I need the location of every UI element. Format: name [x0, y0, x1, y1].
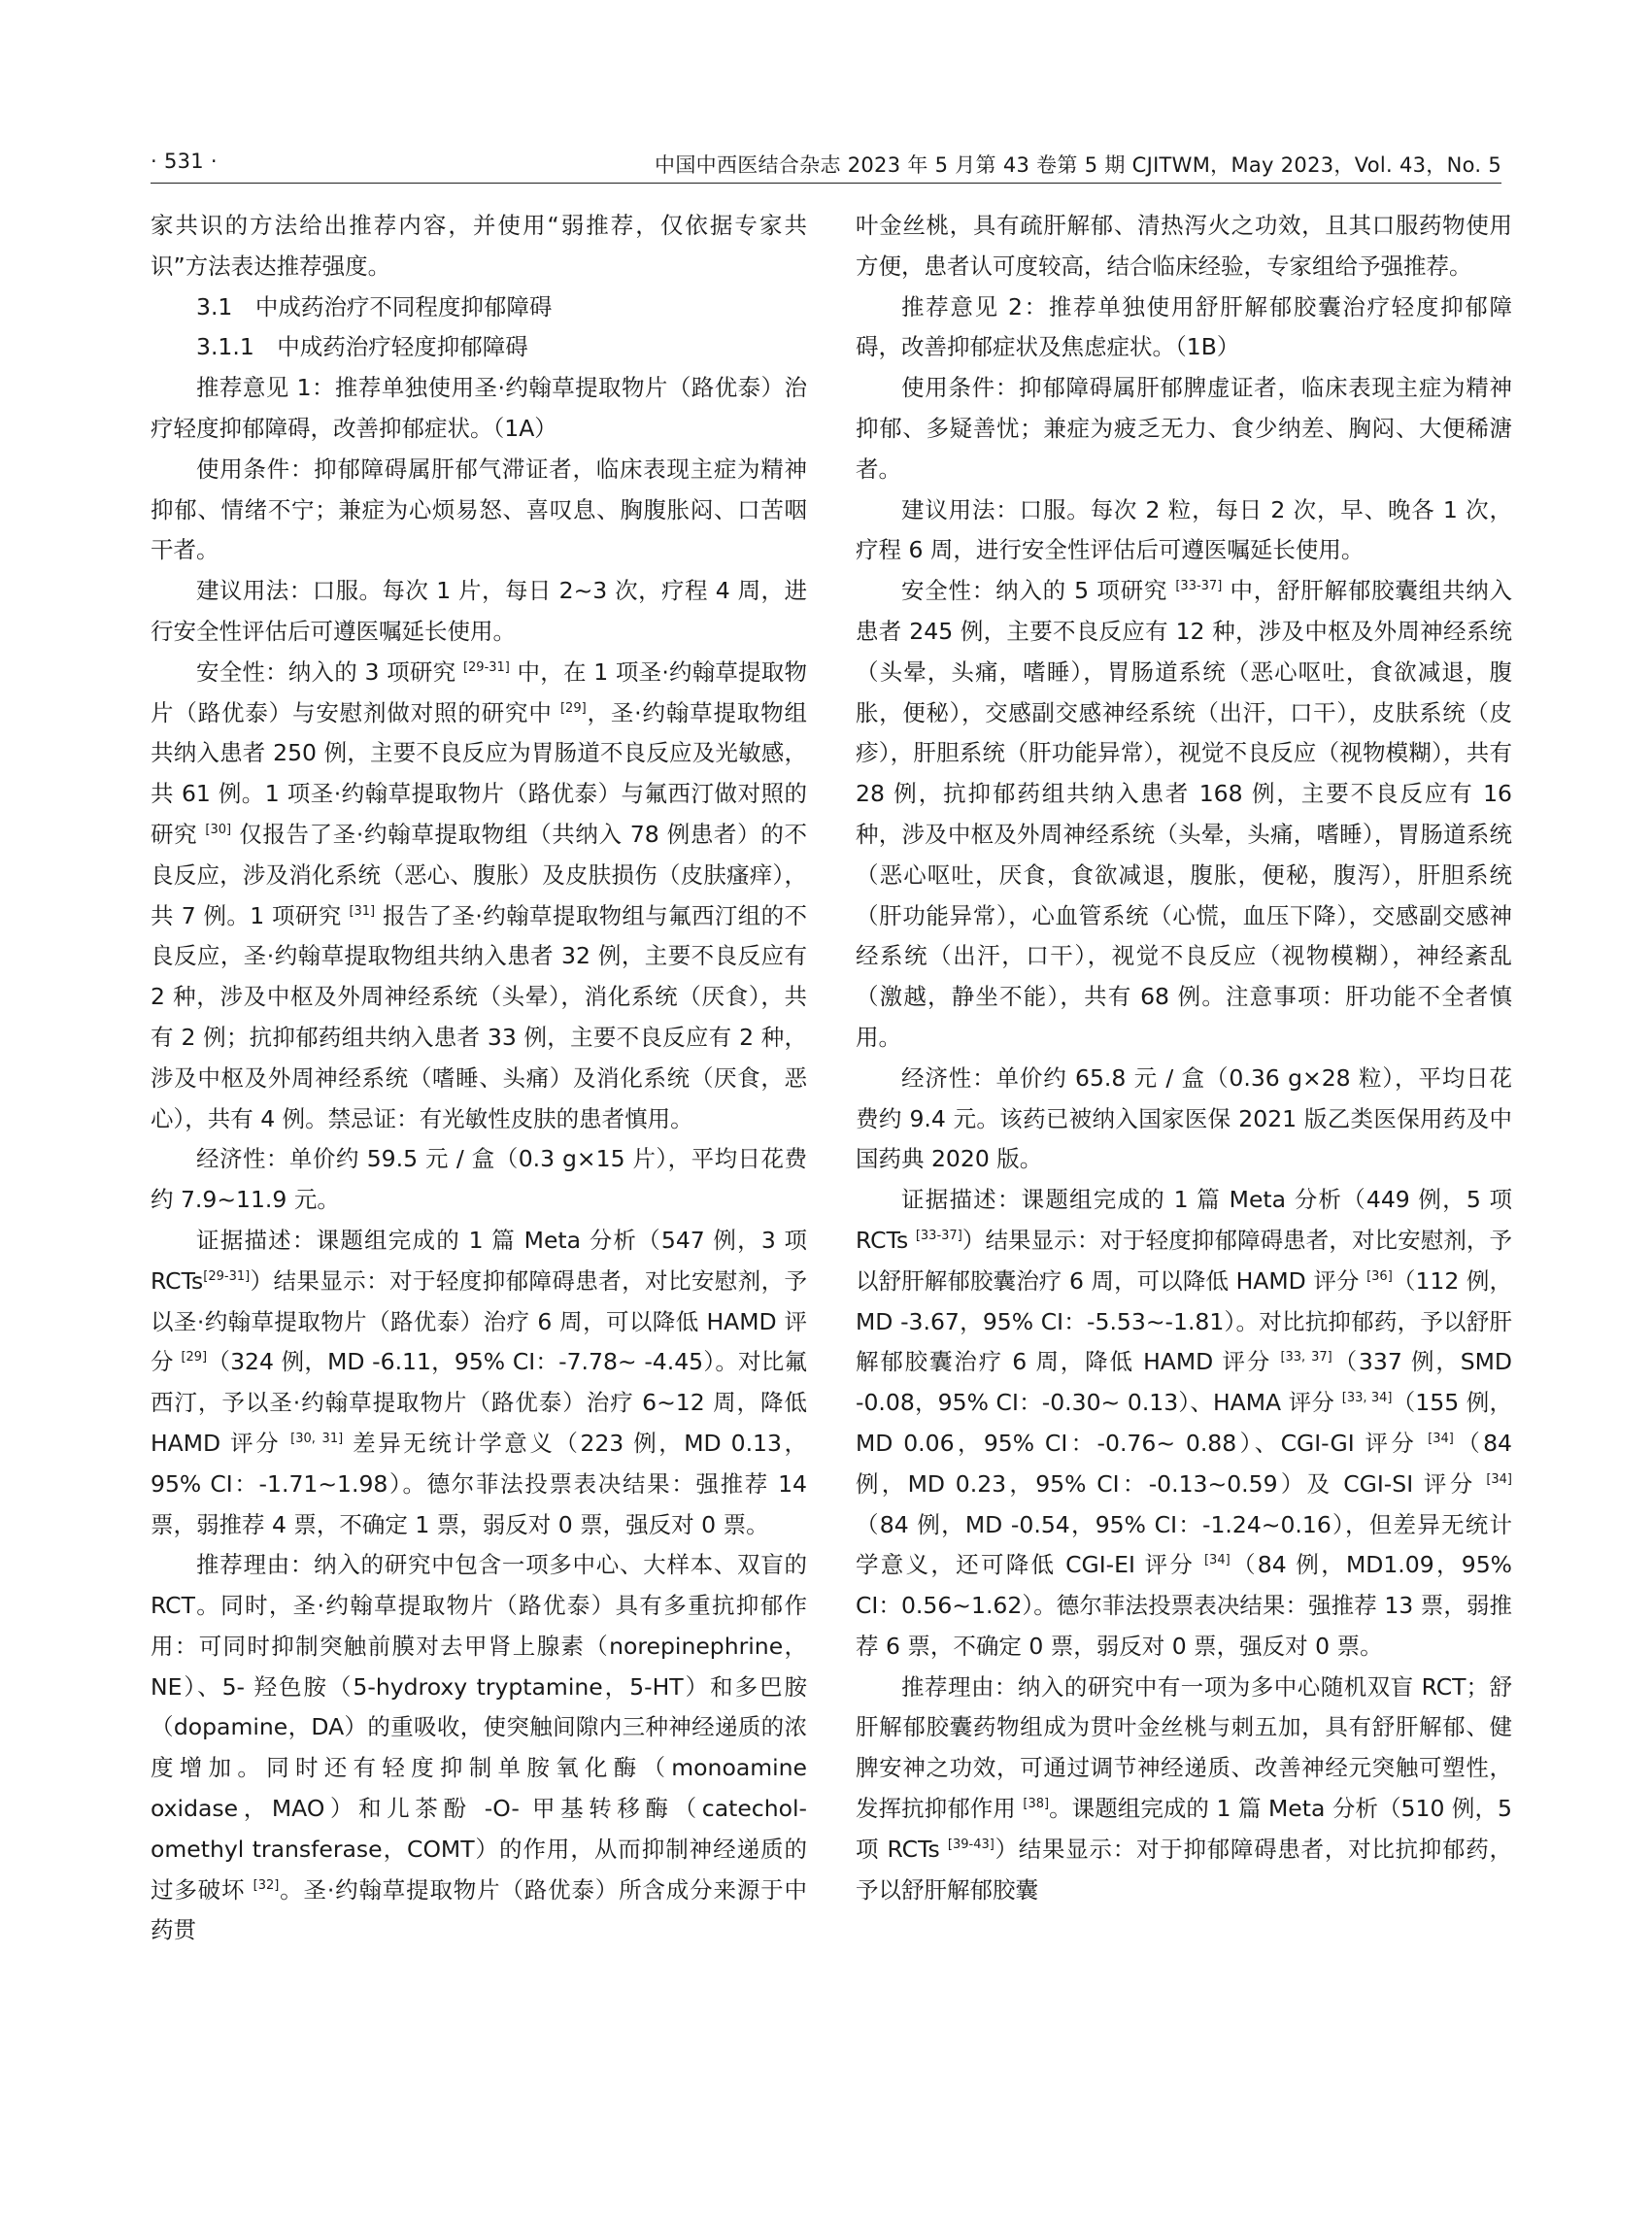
- paragraph: 经济性：单价约 65.8 元 / 盒（0.36 g×28 粒），平均日花费约 9.4 元。该药已被纳入国家医保 2021 版乙类医保用药及中国药典 2020 版。: [856, 1063, 1512, 1173]
- citation-marker: [34]: [1428, 1431, 1454, 1446]
- citation-marker: [33, 34]: [1341, 1391, 1393, 1406]
- paragraph: 使用条件：抑郁障碍属肝郁脾虚证者，临床表现主症为精神抑郁、多疑善忧；兼症为疲乏无力、食少纳差、胸闷、大便稀溏者。: [856, 374, 1512, 483]
- citation-marker: [32]: [253, 1877, 280, 1893]
- paragraph: 安全性：纳入的 5 项研究 [33-37] 中，舒肝解郁胶囊组共纳入患者 245 例，主要不良反应有 12 种，涉及中枢及外周神经系统（头晕，头痛，嗜睡），胃肠道系统（恶心呕吐，食欲减退，腹胀，便秘），交感副交感神经系统（出汗，口干），皮肤系统（皮疹），肝胆系统（肝功能异常），视觉不良反应（视物模糊），共有 28 例，抗抑郁药组共纳入患者 168 例，主要不良反应有 16 种，涉及中枢及外周神经系统（头晕，头痛，嗜睡），胃肠道系统（恶心呕吐，厌食，食欲减退，腹胀，便秘，腹泻），肝胆系统（肝功能异常），心血管系统（心慌，血压下降），交感副交感神经系统（出汗，口干），视觉不良反应（视物模糊），神经紊乱（激越，静坐不能），共有 68 例。注意事项：肝功能不全者慎用。: [856, 577, 1512, 1051]
- citation-marker: [33, 37]: [1280, 1350, 1332, 1365]
- citation-marker: [29]: [181, 1350, 208, 1365]
- paragraph: 证据描述：课题组完成的 1 篇 Meta 分析（449 例，5 项 RCTs [33-37]）结果显示：对于轻度抑郁障碍患者，对比安慰剂，予以舒肝解郁胶囊治疗 6 周，可以降低 HAMD 评分 [36]（112 例，MD -3.67，95% CI：-5.53~-1.81）。对比抗抑郁药，予以舒肝解郁胶囊治疗 6 周，降低 HAMD 评分 [33, 37]（337 例，SMD -0.08，95% CI：-0.30~ 0.13）、HAMA 评分 [33, 34]（155 例，MD 0.06，95% CI：-0.76~ 0.88）、CGI-GI 评分 [34]（84 例，MD 0.23，95% CI：-0.13~0.59）及 CGI-SI 评分 [34]（84 例，MD -0.54，95% CI：-1.24~0.16），但差异无统计学意义，还可降低 CGI-EI 评分 [34]（84 例，MD1.09，95% CI：0.56~1.62）。德尔菲法投票表决结果：强推荐 13 票，弱推荐 6 票，不确定 0 票，弱反对 0 票，强反对 0 票。: [856, 1186, 1513, 1660]
- citation-marker: [38]: [1023, 1797, 1050, 1812]
- paragraph: 推荐意见 1：推荐单独使用圣·约翰草提取物片（路优泰）治疗轻度抑郁障碍，改善抑郁症状。（1A）: [151, 374, 807, 442]
- paragraph: 使用条件：抑郁障碍属肝郁气滞证者，临床表现主症为精神抑郁、情绪不宁；兼症为心烦易怒、喜叹息、胸腹胀闷、口苦咽干者。: [151, 455, 807, 564]
- page-number: · 531 ·: [151, 150, 218, 173]
- paragraph: 证据描述：课题组完成的 1 篇 Meta 分析（547 例，3 项 RCTs[29-31]）结果显示：对于轻度抑郁障碍患者，对比安慰剂，予以圣·约翰草提取物片（路优泰）治疗 6 周，可以降低 HAMD 评分 [29]（324 例，MD -6.11，95% CI：-7.78~ -4.45）。对比氟西汀，予以圣·约翰草提取物片（路优泰）治疗 6~12 周，降低 HAMD 评分 [30, 31] 差异无统计学意义（223 例，MD 0.13，95% CI：-1.71~1.98）。德尔菲法投票表决结果：强推荐 14 票，弱推荐 4 票，不确定 1 票，弱反对 0 票，强反对 0 票。: [151, 1226, 807, 1538]
- left-column: [151, 206, 807, 1951]
- subsection-heading: 3.1.1 中成药治疗轻度抑郁障碍: [196, 333, 528, 361]
- right-column: [856, 206, 1512, 1910]
- citation-marker: [36]: [1366, 1268, 1393, 1284]
- citation-marker: [29-31]: [203, 1268, 251, 1284]
- paragraph: 推荐理由：纳入的研究中包含一项多中心、大样本、双盲的 RCT。同时，圣·约翰草提取物片（路优泰）具有多重抗抑郁作用：可同时抑制突触前膜对去甲肾上腺素（norepinephrine，NE）、5- 羟色胺（5-hydroxy tryptamine，5-HT）和多巴胺（dopamine，DA）的重吸收，使突触间隙内三种神经递质的浓度增加。同时还有轻度抑制单胺氧化酶（monoamine oxidase，MAO）和儿茶酚 -O- 甲基转移酶（catechol-omethyl transferase，COMT）的作用，从而抑制神经递质的过多破坏 [32]。圣·约翰草提取物片（路优泰）所含成分来源于中药贯: [151, 1551, 807, 1944]
- paragraph: 经济性：单价约 59.5 元 / 盒（0.3 g×15 片），平均日花费约 7.9~11.9 元。: [151, 1145, 807, 1214]
- paragraph: 建议用法：口服。每次 2 粒，每日 2 次，早、晚各 1 次，疗程 6 周，进行安全性评估后可遵医嘱延长使用。: [856, 495, 1512, 564]
- paragraph: 叶金丝桃，具有疏肝解郁、清热泻火之功效，且其口服药物使用方便，患者认可度较高，结合临床经验，专家组给予强推荐。: [856, 212, 1512, 280]
- citation-marker: [29]: [559, 700, 587, 716]
- citation-marker: [34]: [1486, 1471, 1512, 1487]
- paragraph: 家共识的方法给出推荐内容，并使用“弱推荐，仅依据专家共识”方法表达推荐强度。: [151, 212, 807, 280]
- paragraph: 推荐意见 2：推荐单独使用舒肝解郁胶囊治疗轻度抑郁障碍，改善抑郁症状及焦虑症状。（1B）: [856, 292, 1512, 361]
- citation-marker: [31]: [349, 903, 376, 919]
- paragraph: 建议用法：口服。每次 1 片，每日 2~3 次，疗程 4 周，进行安全性评估后可遵医嘱延长使用。: [151, 577, 807, 645]
- paragraph: 推荐理由：纳入的研究中有一项为多中心随机双盲 RCT；舒肝解郁胶囊药物组成为贯叶金丝桃与刺五加，具有舒肝解郁、健脾安神之功效，可通过调节神经递质、改善神经元突触可塑性，发挥抗抑郁作用 [38]。课题组完成的 1 篇 Meta 分析（510 例，5 项 RCTs [39-43]）结果显示：对于抑郁障碍患者，对比抗抑郁药，予以舒肝解郁胶囊: [856, 1672, 1512, 1904]
- citation-marker: [34]: [1203, 1553, 1231, 1568]
- paragraph: 安全性：纳入的 3 项研究 [29-31] 中，在 1 项圣·约翰草提取物片（路优泰）与安慰剂做对照的研究中 [29]，圣·约翰草提取物组共纳入患者 250 例，主要不良反应为胃肠道不良反应及光敏感，共 61 例。1 项圣·约翰草提取物片（路优泰）与氟西汀做对照的研究 [30] 仅报告了圣·约翰草提取物组（共纳入 78 例患者）的不良反应，涉及消化系统（恶心、腹胀）及皮肤损伤（皮肤瘙痒），共 7 例。1 项研究 [31] 报告了圣·约翰草提取物组与氟西汀组的不良反应，圣·约翰草提取物组共纳入患者 32 例，主要不良反应有 2 种，涉及中枢及外周神经系统（头晕），消化系统（厌食），共有 2 例；抗抑郁药组共纳入患者 33 例，主要不良反应有 2 种，涉及中枢及外周神经系统（嗜睡、头痛）及消化系统（厌食，恶心），共有 4 例。禁忌证：有光敏性皮肤的患者慎用。: [151, 657, 807, 1132]
- citation-marker: [29-31]: [462, 659, 510, 675]
- citation-marker: [39-43]: [947, 1837, 995, 1852]
- citation-marker: [30, 31]: [290, 1431, 344, 1446]
- citation-marker: [30]: [205, 822, 232, 837]
- citation-marker: [33-37]: [915, 1228, 962, 1243]
- running-header: [151, 146, 1501, 184]
- journal-citation: 中国中西医结合杂志 2023 年 5 月第 43 卷第 5 期 CJITWM，May 2023，Vol. 43，No. 5: [655, 153, 1501, 177]
- citation-marker: [33-37]: [1175, 579, 1223, 594]
- section-heading: 3.1 中成药治疗不同程度抑郁障碍: [196, 292, 553, 320]
